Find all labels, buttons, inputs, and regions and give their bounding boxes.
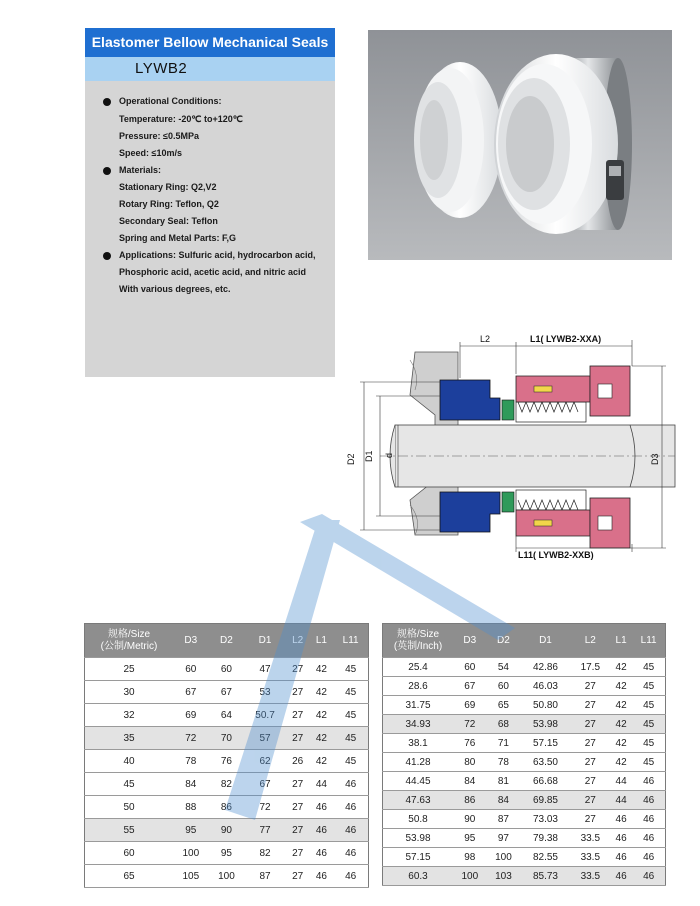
product-model: LYWB2 xyxy=(85,57,335,81)
value-cell: 42 xyxy=(610,658,632,677)
value-cell: 69 xyxy=(173,704,209,727)
table-row xyxy=(383,658,666,677)
dim-d-label: d xyxy=(384,452,394,458)
value-cell: 46 xyxy=(310,842,334,865)
value-cell: 100 xyxy=(453,867,487,886)
value-cell: 62 xyxy=(244,750,286,773)
value-cell: 33.5 xyxy=(571,867,610,886)
value-cell: 44 xyxy=(310,773,334,796)
value-cell: 67 xyxy=(453,677,487,696)
value-cell: 50.80 xyxy=(520,696,570,715)
dim-d3-label: D3 xyxy=(650,453,660,465)
value-cell: 42 xyxy=(310,727,334,750)
value-cell: 78 xyxy=(487,753,521,772)
value-cell: 82.55 xyxy=(520,848,570,867)
value-cell: 98 xyxy=(453,848,487,867)
table-row xyxy=(383,734,666,753)
size-header xyxy=(383,624,454,658)
size-cell: 34.93 xyxy=(383,715,454,734)
size-cell: 55 xyxy=(85,819,174,842)
value-cell: 68 xyxy=(487,715,521,734)
value-cell: 105 xyxy=(173,865,209,888)
value-cell: 79.38 xyxy=(520,829,570,848)
col-header: L2 xyxy=(286,624,310,658)
dim-l11-label: L11( LYWB2-XXB) xyxy=(518,550,594,560)
value-cell: 46 xyxy=(632,848,665,867)
col-header: D3 xyxy=(173,624,209,658)
value-cell: 88 xyxy=(173,796,209,819)
value-cell: 72 xyxy=(173,727,209,750)
value-cell: 46 xyxy=(610,829,632,848)
value-cell: 60 xyxy=(209,658,245,681)
table-row xyxy=(85,704,369,727)
value-cell: 42 xyxy=(610,734,632,753)
value-cell: 46 xyxy=(632,867,665,886)
value-cell: 42 xyxy=(610,715,632,734)
size-cell: 32 xyxy=(85,704,174,727)
value-cell: 45 xyxy=(632,734,665,753)
value-cell: 45 xyxy=(333,727,368,750)
dim-d2-label: D2 xyxy=(346,453,356,465)
value-cell: 60 xyxy=(173,658,209,681)
value-cell: 69 xyxy=(453,696,487,715)
value-cell: 27 xyxy=(286,727,310,750)
bullet-icon xyxy=(103,252,111,260)
value-cell: 44 xyxy=(610,772,632,791)
size-cell: 40 xyxy=(85,750,174,773)
value-cell: 95 xyxy=(453,829,487,848)
value-cell: 60 xyxy=(453,658,487,677)
value-cell: 27 xyxy=(571,734,610,753)
product-photo xyxy=(368,30,672,260)
size-cell: 60.3 xyxy=(383,867,454,886)
table-header-row xyxy=(383,624,666,658)
value-cell: 46.03 xyxy=(520,677,570,696)
value-cell: 100 xyxy=(209,865,245,888)
dim-d1-label: D1 xyxy=(364,450,374,462)
value-cell: 67 xyxy=(173,681,209,704)
size-cell: 60 xyxy=(85,842,174,865)
spec-secondary-seal: Secondary Seal: Teflon xyxy=(119,216,218,226)
col-header: L11 xyxy=(632,624,665,658)
value-cell: 54 xyxy=(487,658,521,677)
value-cell: 27 xyxy=(571,772,610,791)
col-header: L11 xyxy=(333,624,368,658)
value-cell: 84 xyxy=(173,773,209,796)
bullet-icon xyxy=(103,98,111,106)
spec-applications-3: With various degrees, etc. xyxy=(119,284,231,294)
value-cell: 42 xyxy=(310,658,334,681)
value-cell: 82 xyxy=(209,773,245,796)
value-cell: 57 xyxy=(244,727,286,750)
size-header-line-1: 规格/Size xyxy=(107,628,151,640)
value-cell: 27 xyxy=(286,796,310,819)
value-cell: 95 xyxy=(209,842,245,865)
spec-temperature: Temperature: -20℃ to+120℃ xyxy=(119,114,243,124)
value-cell: 33.5 xyxy=(571,848,610,867)
value-cell: 27 xyxy=(286,704,310,727)
value-cell: 47 xyxy=(244,658,286,681)
seal-cross-section-drawing xyxy=(340,330,680,570)
col-header: D3 xyxy=(453,624,487,658)
value-cell: 67 xyxy=(209,681,245,704)
value-cell: 84 xyxy=(487,791,521,810)
value-cell: 46 xyxy=(333,865,368,888)
value-cell: 46 xyxy=(632,810,665,829)
value-cell: 46 xyxy=(310,865,334,888)
value-cell: 27 xyxy=(286,819,310,842)
value-cell: 27 xyxy=(571,715,610,734)
value-cell: 100 xyxy=(487,848,521,867)
col-header: D1 xyxy=(244,624,286,658)
value-cell: 82 xyxy=(244,842,286,865)
value-cell: 27 xyxy=(571,753,610,772)
value-cell: 45 xyxy=(333,658,368,681)
value-cell: 46 xyxy=(632,791,665,810)
value-cell: 70 xyxy=(209,727,245,750)
value-cell: 87 xyxy=(487,810,521,829)
table-row xyxy=(383,753,666,772)
table-row xyxy=(383,848,666,867)
table-row xyxy=(383,791,666,810)
spec-applications-1: Applications: Sulfuric acid, hydrocarbon acid, xyxy=(119,250,316,260)
value-cell: 76 xyxy=(209,750,245,773)
value-cell: 42 xyxy=(610,677,632,696)
value-cell: 76 xyxy=(453,734,487,753)
size-cell: 25.4 xyxy=(383,658,454,677)
size-cell: 47.63 xyxy=(383,791,454,810)
value-cell: 87 xyxy=(244,865,286,888)
dim-l1-label: L1( LYWB2-XXA) xyxy=(530,334,602,344)
table-row xyxy=(383,715,666,734)
table-row xyxy=(383,810,666,829)
value-cell: 100 xyxy=(173,842,209,865)
size-cell: 57.15 xyxy=(383,848,454,867)
table-row xyxy=(85,658,369,681)
spec-rotary-ring: Rotary Ring: Teflon, Q2 xyxy=(119,199,219,209)
product-title: Elastomer Bellow Mechanical Seals xyxy=(85,28,335,57)
value-cell: 42.86 xyxy=(520,658,570,677)
value-cell: 60 xyxy=(487,677,521,696)
value-cell: 45 xyxy=(333,681,368,704)
value-cell: 103 xyxy=(487,867,521,886)
table-row xyxy=(85,796,369,819)
value-cell: 45 xyxy=(333,750,368,773)
spec-operational-heading: Operational Conditions: xyxy=(119,96,222,106)
col-header: L2 xyxy=(571,624,610,658)
dim-l2-label: L2 xyxy=(480,334,491,344)
size-cell: 38.1 xyxy=(383,734,454,753)
value-cell: 27 xyxy=(286,842,310,865)
size-cell: 25 xyxy=(85,658,174,681)
spec-applications-2: Phosphoric acid, acetic acid, and nitric acid xyxy=(119,267,307,277)
value-cell: 46 xyxy=(333,842,368,865)
size-cell: 41.28 xyxy=(383,753,454,772)
bullet-icon xyxy=(103,167,111,175)
col-header: L1 xyxy=(610,624,632,658)
size-cell: 50.8 xyxy=(383,810,454,829)
spec-panel xyxy=(85,81,335,377)
table-row xyxy=(383,772,666,791)
size-cell: 44.45 xyxy=(383,772,454,791)
value-cell: 46 xyxy=(610,848,632,867)
size-cell: 65 xyxy=(85,865,174,888)
value-cell: 81 xyxy=(487,772,521,791)
col-header: D1 xyxy=(520,624,570,658)
value-cell: 45 xyxy=(632,753,665,772)
value-cell: 27 xyxy=(571,677,610,696)
value-cell: 86 xyxy=(453,791,487,810)
value-cell: 84 xyxy=(453,772,487,791)
value-cell: 72 xyxy=(453,715,487,734)
value-cell: 27 xyxy=(571,810,610,829)
value-cell: 45 xyxy=(632,677,665,696)
value-cell: 97 xyxy=(487,829,521,848)
table-row xyxy=(85,773,369,796)
value-cell: 90 xyxy=(209,819,245,842)
value-cell: 46 xyxy=(310,796,334,819)
value-cell: 42 xyxy=(610,753,632,772)
value-cell: 42 xyxy=(310,681,334,704)
size-cell: 45 xyxy=(85,773,174,796)
value-cell: 45 xyxy=(333,704,368,727)
value-cell: 73.03 xyxy=(520,810,570,829)
value-cell: 78 xyxy=(173,750,209,773)
value-cell: 46 xyxy=(610,867,632,886)
value-cell: 80 xyxy=(453,753,487,772)
col-header: D2 xyxy=(209,624,245,658)
size-cell: 30 xyxy=(85,681,174,704)
value-cell: 46 xyxy=(310,819,334,842)
spec-spring-metal: Spring and Metal Parts: F,G xyxy=(119,233,237,243)
value-cell: 42 xyxy=(610,696,632,715)
value-cell: 65 xyxy=(487,696,521,715)
size-header-line-2: (公制/Metric) xyxy=(100,640,158,652)
value-cell: 46 xyxy=(632,772,665,791)
value-cell: 27 xyxy=(286,658,310,681)
value-cell: 44 xyxy=(610,791,632,810)
size-cell: 31.75 xyxy=(383,696,454,715)
size-header xyxy=(85,624,174,658)
size-header-line-1: 规格/Size xyxy=(396,628,440,640)
value-cell: 77 xyxy=(244,819,286,842)
table-row xyxy=(383,696,666,715)
value-cell: 45 xyxy=(632,658,665,677)
value-cell: 46 xyxy=(333,796,368,819)
size-cell: 28.6 xyxy=(383,677,454,696)
value-cell: 27 xyxy=(286,773,310,796)
value-cell: 66.68 xyxy=(520,772,570,791)
value-cell: 17.5 xyxy=(571,658,610,677)
value-cell: 85.73 xyxy=(520,867,570,886)
value-cell: 45 xyxy=(632,696,665,715)
value-cell: 27 xyxy=(286,865,310,888)
size-header-line-2: (英制/Inch) xyxy=(393,640,443,652)
inch-size-table xyxy=(382,623,666,886)
value-cell: 42 xyxy=(310,704,334,727)
value-cell: 90 xyxy=(453,810,487,829)
value-cell: 86 xyxy=(209,796,245,819)
value-cell: 27 xyxy=(286,681,310,704)
table-row xyxy=(383,867,666,886)
value-cell: 72 xyxy=(244,796,286,819)
value-cell: 46 xyxy=(333,773,368,796)
value-cell: 53 xyxy=(244,681,286,704)
value-cell: 46 xyxy=(333,819,368,842)
size-cell: 35 xyxy=(85,727,174,750)
value-cell: 71 xyxy=(487,734,521,753)
value-cell: 42 xyxy=(310,750,334,773)
table-row xyxy=(85,819,369,842)
value-cell: 50.7 xyxy=(244,704,286,727)
table-row xyxy=(85,842,369,865)
value-cell: 67 xyxy=(244,773,286,796)
size-cell: 50 xyxy=(85,796,174,819)
table-header-row xyxy=(85,624,369,658)
value-cell: 46 xyxy=(610,810,632,829)
size-cell: 53.98 xyxy=(383,829,454,848)
spec-materials-heading: Materials: xyxy=(119,165,162,175)
value-cell: 45 xyxy=(632,715,665,734)
metric-size-table xyxy=(84,623,369,888)
value-cell: 95 xyxy=(173,819,209,842)
table-row xyxy=(85,727,369,750)
table-row xyxy=(383,677,666,696)
spec-stationary-ring: Stationary Ring: Q2,V2 xyxy=(119,182,217,192)
col-header: L1 xyxy=(310,624,334,658)
value-cell: 69.85 xyxy=(520,791,570,810)
table-row xyxy=(85,681,369,704)
value-cell: 26 xyxy=(286,750,310,773)
value-cell: 57.15 xyxy=(520,734,570,753)
value-cell: 64 xyxy=(209,704,245,727)
value-cell: 27 xyxy=(571,696,610,715)
value-cell: 53.98 xyxy=(520,715,570,734)
table-row xyxy=(383,829,666,848)
value-cell: 63.50 xyxy=(520,753,570,772)
value-cell: 46 xyxy=(632,829,665,848)
spec-speed: Speed: ≤10m/s xyxy=(119,148,182,158)
value-cell: 27 xyxy=(571,791,610,810)
table-row xyxy=(85,750,369,773)
spec-pressure: Pressure: ≤0.5MPa xyxy=(119,131,199,141)
table-row xyxy=(85,865,369,888)
value-cell: 33.5 xyxy=(571,829,610,848)
col-header: D2 xyxy=(487,624,521,658)
